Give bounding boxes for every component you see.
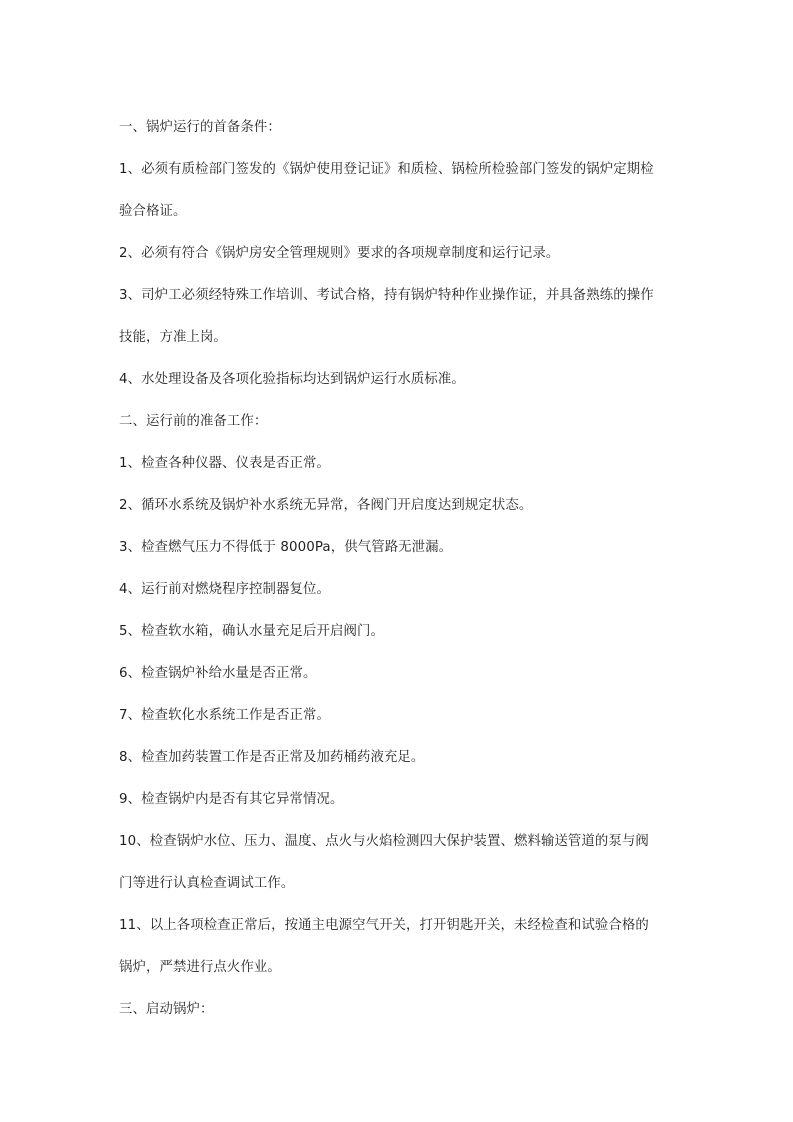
list-item-2-10-line-2: 门等进行认真检查调试工作。 [119,876,295,891]
list-item-1-1-line-2: 验合格证。 [119,204,187,219]
list-item-2-3: 3、检查燃气压力不得低于 8000Pa，供气管路无泄漏。 [119,540,453,555]
list-item-2-1: 1、检查各种仪器、仪表是否正常。 [119,456,330,471]
section-heading-1: 一、锅炉运行的首备条件： [119,120,281,135]
list-item-2-7: 7、检查软化水系统工作是否正常。 [119,708,330,723]
section-heading-3: 三、启动锅炉： [119,1002,214,1017]
list-item-1-2: 2、必须有符合《锅炉房安全管理规则》要求的各项规章制度和运行记录。 [119,246,560,261]
list-item-1-3-line-1: 3、司炉工必须经特殊工作培训、考试合格，持有锅炉特种作业操作证，并具备熟练的操作 [119,288,654,303]
section-heading-2: 二、运行前的准备工作： [119,414,268,429]
list-item-1-4: 4、水处理设备及各项化验指标均达到锅炉运行水质标准。 [119,372,465,387]
list-item-1-3-line-2: 技能，方准上岗。 [119,330,227,345]
list-item-2-2: 2、循环水系统及锅炉补水系统无异常，各阀门开启度达到规定状态。 [119,498,533,513]
list-item-2-6: 6、检查锅炉补给水量是否正常。 [119,666,317,681]
list-item-2-5: 5、检查软水箱，确认水量充足后开启阀门。 [119,624,384,639]
list-item-2-8: 8、检查加药装置工作是否正常及加药桶药液充足。 [119,750,425,765]
list-item-2-4: 4、运行前对燃烧程序控制器复位。 [119,582,330,597]
list-item-2-9: 9、检查锅炉内是否有其它异常情况。 [119,792,344,807]
list-item-2-10-line-1: 10、检查锅炉水位、压力、温度、点火与火焰检测四大保护装置、燃料输送管道的泵与阀 [119,834,649,849]
list-item-2-11-line-2: 锅炉，严禁进行点火作业。 [119,960,281,975]
list-item-2-11-line-1: 11、以上各项检查正常后，按通主电源空气开关，打开钥匙开关，未经检查和试验合格的 [119,918,649,933]
list-item-1-1-line-1: 1、必须有质检部门签发的《锅炉使用登记证》和质检、锅检所检验部门签发的锅炉定期检 [119,162,654,177]
